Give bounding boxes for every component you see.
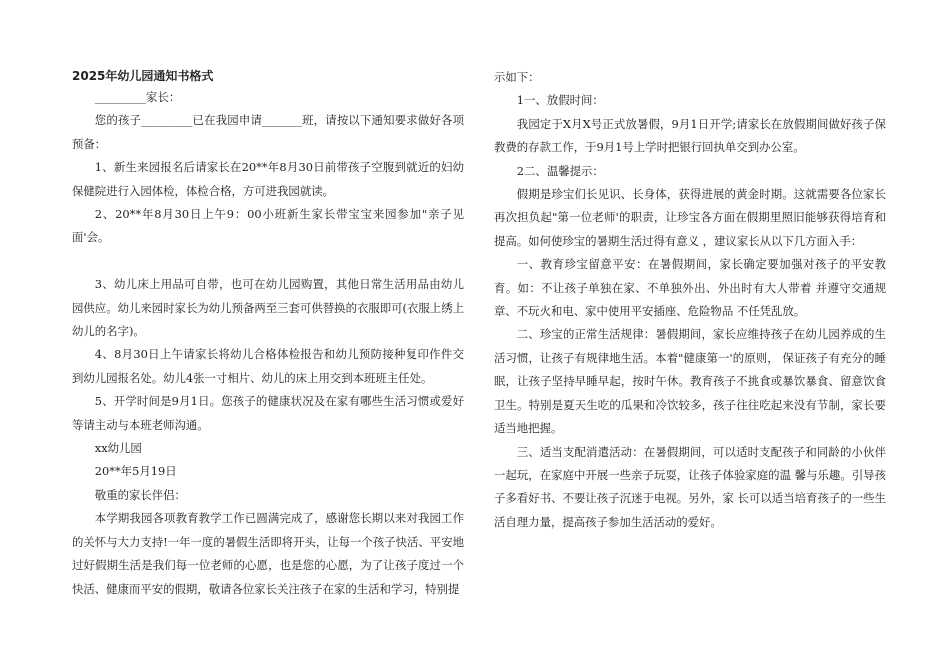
- activities-paragraph: 三、适当支配消遣活动：在暑假期间，可以适时支配孩子和同龄的小伙伴一起玩，在家庭中开展一些亲子玩耍，让孩子体验家庭的温 馨与乐趣。引导孩子多看好书、不要让孩子沉迷于电视。另外，家 长可以适当培育孩子的一些生活自理力量，提高孩子参加生活活动的爱好。: [494, 444, 886, 529]
- letter-body-paragraph: 本学期我园各项教育教学工作已圆满完成了，感谢您长期以来对我园工作的关怀与大力支持!一年一度的暑假生活即将开头，让每一个孩子快活、平安地过好假期生活是我们每一位老师的心愿，也是您的心愿，为了让孩子度过一个快活、健康而平安的假期，敬请各位家长关注孩子在家的生活和学习，特别提: [72, 511, 464, 596]
- blank-line: [72, 250, 464, 273]
- safety-paragraph: 一、教育珍宝留意平安：在暑假期间，家长确定要加强对孩子的平安教育。如：不让孩子单独在家、不单独外出、外出时有大人带着 并遵守交通规章、不玩火和电、家中使用平安插座、危险物品 不任凭乱放。: [494, 257, 886, 319]
- signature-organization: xx幼儿园: [94, 441, 142, 456]
- left-column: [72, 66, 464, 601]
- salutation: _________家长：: [94, 90, 181, 104]
- item-5-paragraph: 5、开学时间是9月1日。您孩子的健康状况及在家有哪些生活习惯或爱好等请主动与本班老师沟通。: [72, 394, 464, 432]
- item-1-paragraph: 1、新生来园报名后请家长在20**年8月30日前带孩子空腹到就近的妇幼保健院进行入园体检，体检合格，方可进我园就读。: [72, 160, 464, 198]
- signature-date: 20**年5月19日: [94, 464, 177, 479]
- section-heading-holiday-time: 1一、放假时间：: [516, 93, 604, 108]
- right-column: [494, 66, 886, 534]
- document-title: 2025年幼儿园通知书格式: [72, 69, 214, 83]
- intro-paragraph: 您的孩子_________已在我园申请_______班，请按以下通知要求做好各项预备：: [72, 113, 464, 151]
- holiday-time-paragraph: 我园定于X月X号正式放暑假，9月1日开学;请家长在放假期间做好孩子保教费的存款工作，于9月1号上学时把银行回执单交到办公室。: [494, 116, 886, 155]
- routine-paragraph: 二、珍宝的正常生活规律：暑假期间，家长应维持孩子在幼儿园养成的生活习惯，让孩子有规律地生活。本着"健康第一'的原则， 保证孩子有充分的睡眠，让孩子坚持早睡早起，按时午休。教育孩子不挑食或暴饮暴食、留意饮食卫生。特别是夏天生吃的瓜果和冷饮较多，孩子往往吃起来没有节制，家长要适当地把握。: [494, 327, 886, 436]
- section-heading-tips: 2二、温馨提示：: [516, 163, 604, 178]
- continuation-line: 示如下：: [494, 70, 540, 84]
- item-3-paragraph: 3、幼儿床上用品可自带，也可在幼儿园购置，其他日常生活用品由幼儿园供应。幼儿来园时家长为幼儿预备两至三套可供替换的衣服即可(衣服上绣上幼儿的名字)。: [72, 277, 464, 339]
- tips-intro-paragraph: 假期是珍宝们长见识、长身体，获得进展的黄金时期。这就需要各位家长再次担负起"第一位老师'的职责，让珍宝各方面在假期里照旧能够获得培育和提高。如何使珍宝的暑期生活过得有意义 ，建议家长从以下几方面入手：: [494, 187, 886, 248]
- second-salutation: 敬重的家长伴侣：: [94, 487, 186, 502]
- item-2-paragraph: 2、20**年8月30日上午9：00小班新生家长带宝宝来园参加"亲子见面'会。: [72, 207, 464, 245]
- item-4-paragraph: 4、8月30日上午请家长将幼儿合格体检报告和幼儿预防接种复印作件交到幼儿园报名处。幼儿4张一寸相片、幼儿的床上用交到本班班主任处。: [72, 347, 464, 385]
